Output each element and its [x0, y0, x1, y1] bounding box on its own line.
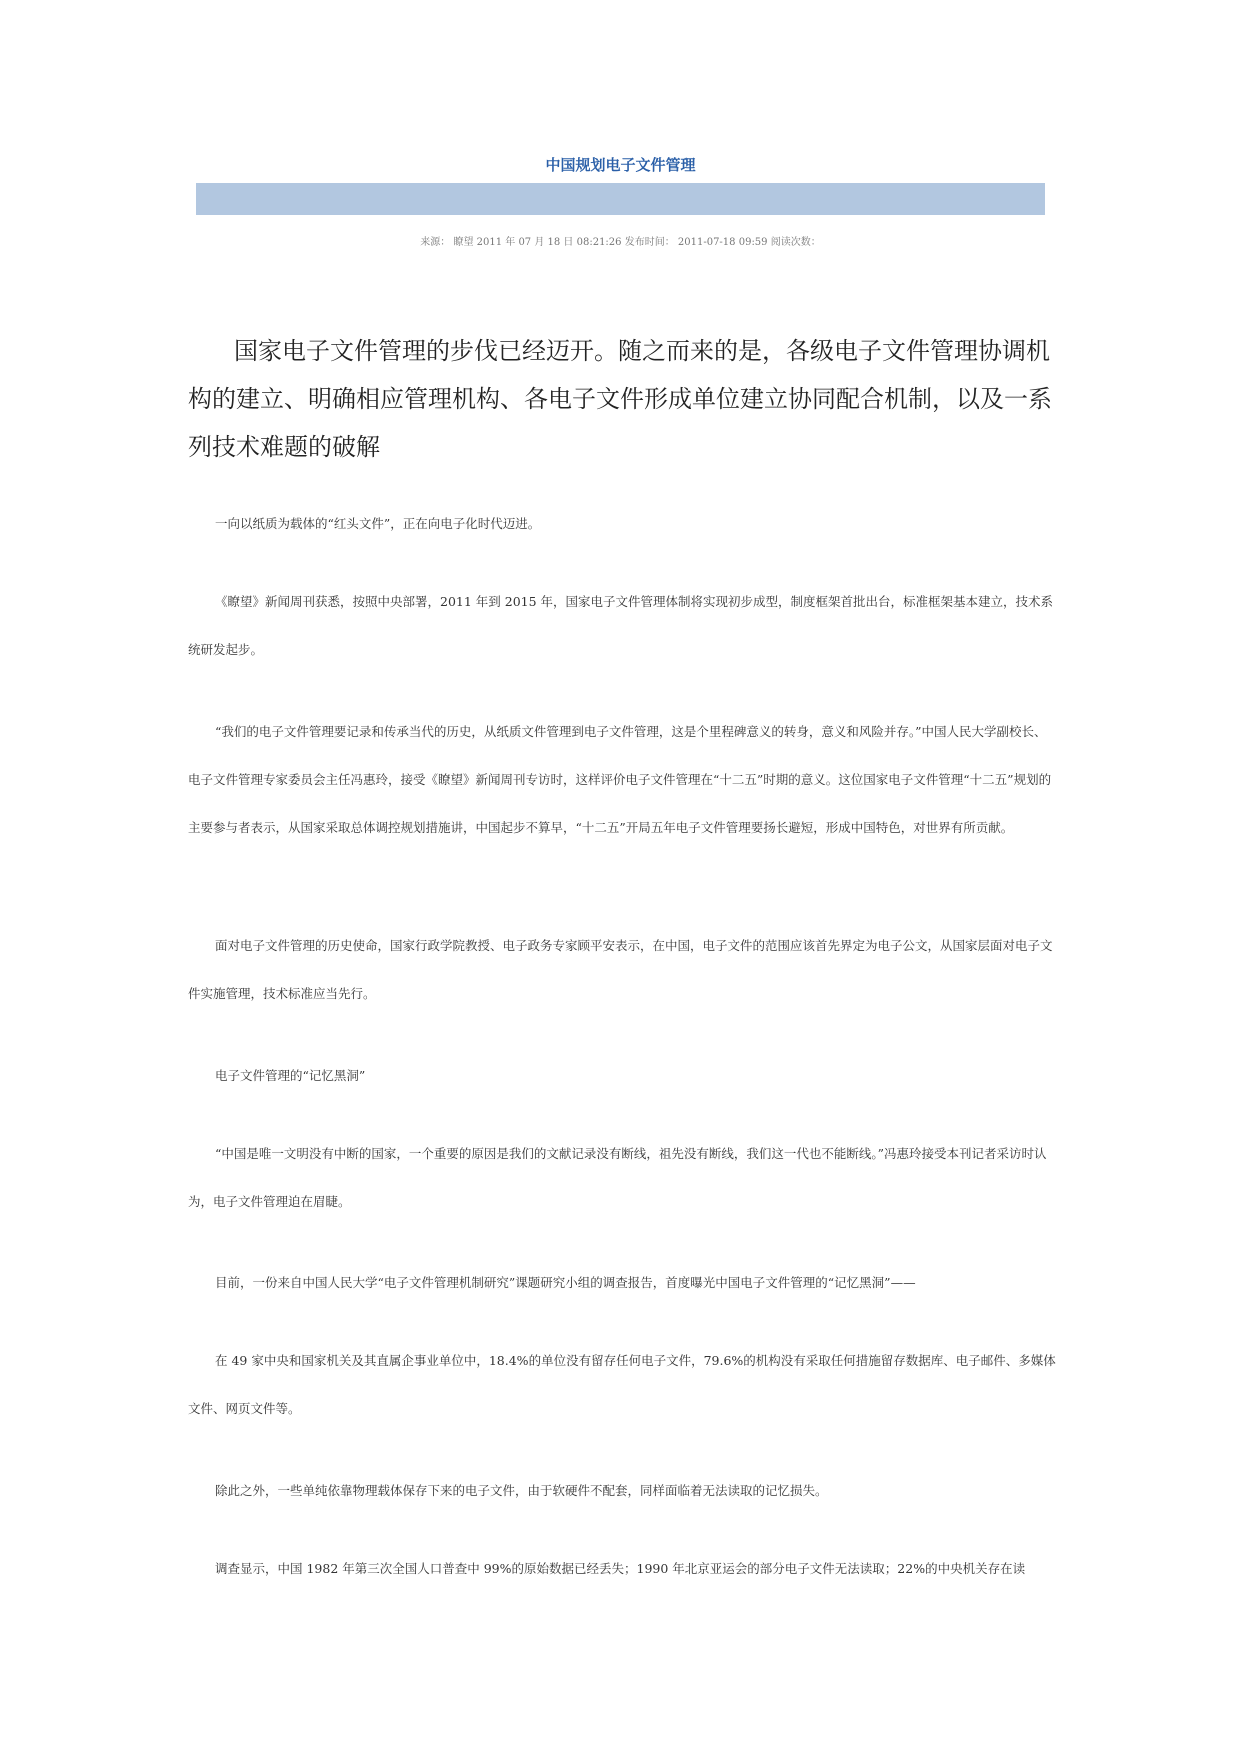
paragraph-9 — [188, 1545, 1058, 1593]
paragraph-text: 调查显示，中国 1982 年第三次全国人口普查中 99%的原始数据已经丢失；1990 年北京亚运会的部分电子文件无法读取；22%的中央机关存在读 — [215, 1561, 1026, 1576]
paragraph-text: 一向以纸质为载体的“红头文件”，正在向电子化时代迈进。 — [215, 516, 541, 531]
paragraph-4: 面对电子文件管理的历史使命，国家行政学院教授、电子政务专家顾平安表示，在中国，电子文件的范围应该首先界定为电子公文，从国家层面对电子文件实施管理，技术标准应当先行。 — [188, 938, 1053, 1001]
paragraph-6 — [188, 1259, 1058, 1307]
section-heading — [188, 1052, 1058, 1100]
paragraph-2: 《瞭望》新闻周刊获悉，按照中央部署，2011 年到 2015 年，国家电子文件管理体制将实现初步成型，制度框架首批出台，标准框架基本建立，技术系统研发起步。 — [188, 594, 1054, 657]
paragraph-8 — [188, 1467, 1058, 1515]
paragraph-text: 除此之外，一些单纯依靠物理载体保存下来的电子文件，由于软硬件不配套，同样面临着无法读取的记忆损失。 — [215, 1483, 828, 1498]
title-banner — [196, 183, 1045, 215]
article-lead — [188, 327, 1060, 471]
paragraph-5: “中国是唯一文明没有中断的国家，一个重要的原因是我们的文献记录没有断线，祖先没有断线，我们这一代也不能断线。”冯惠玲接受本刊记者采访时认为，电子文件管理迫在眉睫。 — [188, 1146, 1047, 1209]
paragraph-3: “我们的电子文件管理要记录和传承当代的历史，从纸质文件管理到电子文件管理，这是个里程碑意义的转身，意义和风险并存。”中国人民大学副校长、电子文件管理专家委员会主任冯惠玲，接受《瞭望》新闻周刊专访时，这样评价电子文件管理在“十二五”时期的意义。这位国家电子文件管理“十二五”规划的主要参与者表示，从国家采取总体调控规划措施讲，中国起步不算早，“十二五”开局五年电子文件管理要扬长避短，形成中国特色，对世界有所贡献。 — [188, 724, 1052, 835]
paragraph-7: 在 49 家中央和国家机关及其直属企事业单位中，18.4%的单位没有留存任何电子文件，79.6%的机构没有采取任何措施留存数据库、电子邮件、多媒体文件、网页文件等。 — [188, 1353, 1056, 1416]
article-meta: 来源： 瞭望 2011 年 07 月 18 日 08:21:26 发布时间： 2011-07-18 09:59 阅读次数： — [420, 237, 821, 248]
paragraph-1 — [188, 500, 1058, 548]
lead-text: 国家电子文件管理的步伐已经迈开。随之而来的是，各级电子文件管理协调机构的建立、明确相应管理机构、各电子文件形成单位建立协同配合机制，以及一系列技术难题的破解 — [188, 337, 1052, 461]
article-title: 中国规划电子文件管理 — [545, 156, 696, 174]
paragraph-text: 目前，一份来自中国人民大学“电子文件管理机制研究”课题研究小组的调查报告，首度曝光中国电子文件管理的“记忆黑洞”—— — [215, 1275, 916, 1290]
paragraph-text: 电子文件管理的“记忆黑洞” — [215, 1068, 366, 1083]
